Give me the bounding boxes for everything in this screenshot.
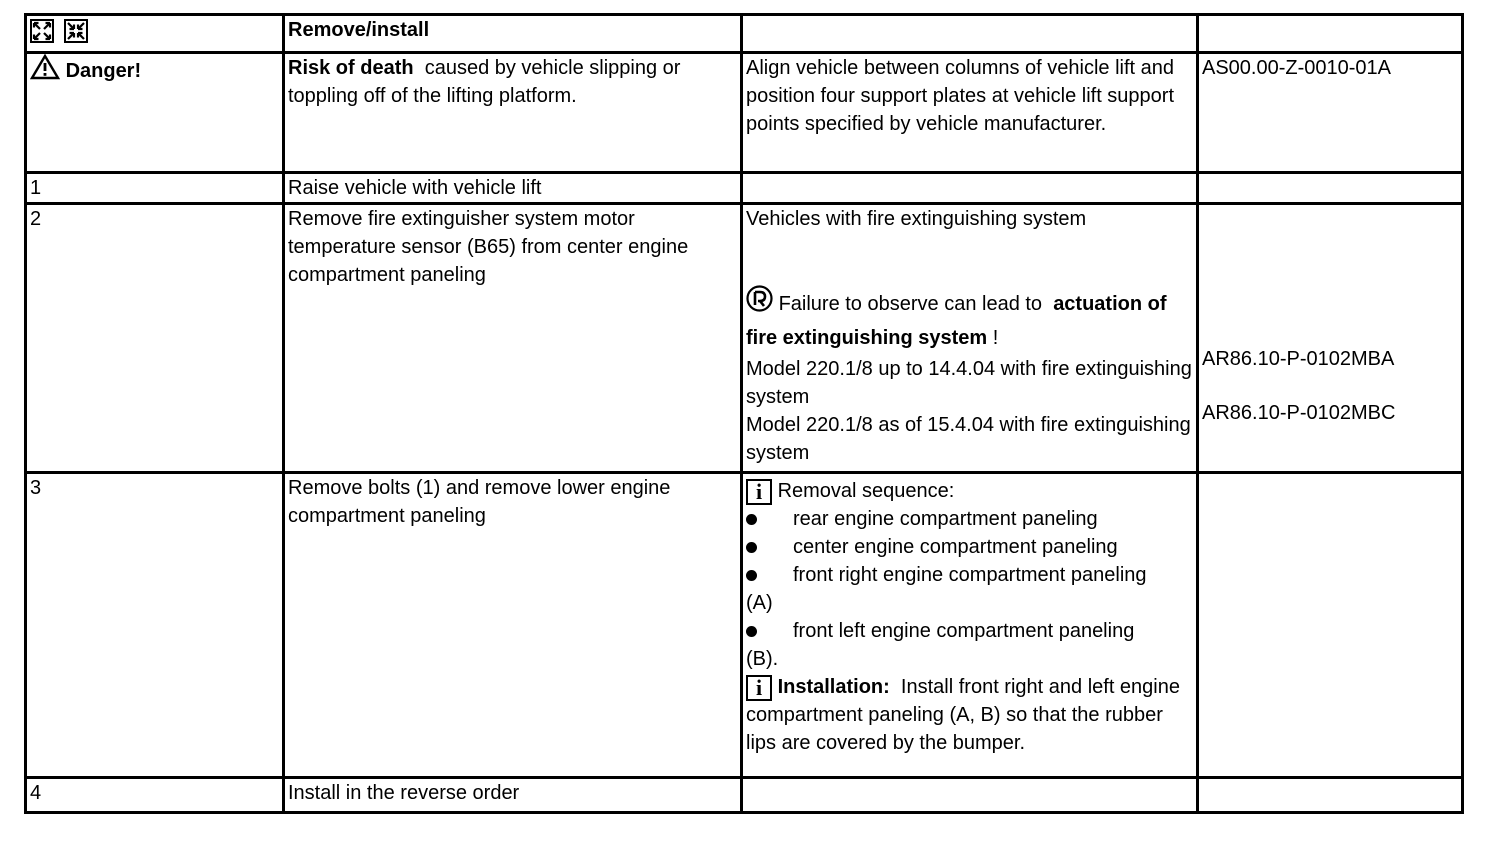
step-number-cell [26, 204, 284, 473]
reference-link[interactable]: AR86.10-P-0102MBA [1202, 348, 1395, 370]
list-item [746, 533, 1193, 561]
step-number-cell [26, 173, 284, 204]
collapse-all-icon[interactable] [64, 19, 88, 43]
step-number-cell [26, 778, 284, 813]
danger-label-cell [26, 53, 284, 173]
risk-title: Risk of death [288, 57, 414, 79]
danger-label: Danger! [65, 60, 142, 82]
bullet-icon [746, 542, 757, 553]
step-number: 1 [30, 177, 42, 199]
step-reference-cell [1198, 473, 1463, 778]
step-notes-cell [742, 473, 1198, 778]
header-title: Remove/install [288, 19, 430, 41]
expand-all-icon[interactable] [30, 19, 54, 43]
header-title-cell [284, 15, 742, 53]
step-number: 2 [30, 208, 42, 230]
step-number-cell [26, 473, 284, 778]
table-row [26, 204, 1463, 473]
step-number: 3 [30, 477, 42, 499]
removal-item-tail: (A) [746, 592, 773, 614]
danger-reference[interactable]: AS00.00-Z-0010-01A [1202, 57, 1392, 79]
step-action: Remove fire extinguisher system motor temperature sensor (B65) from center engine compartment paneling [288, 208, 689, 286]
removal-item-tail: (B). [746, 648, 779, 670]
danger-instruction-cell [742, 53, 1198, 173]
step-action: Install in the reverse order [288, 782, 520, 804]
attention-circle-icon [746, 285, 773, 312]
danger-risk-cell [284, 53, 742, 173]
removal-title: Removal sequence: [777, 480, 955, 502]
procedure-table [24, 13, 1464, 814]
step-action-cell [284, 778, 742, 813]
step-notes-cell [742, 778, 1198, 813]
installation-text: Install front right and left engine compartment paneling (A, B) so that the rubber lips are covered by the bumper. [746, 676, 1180, 754]
bullet-icon [746, 514, 757, 525]
bullet-icon [746, 570, 757, 581]
installation-note [746, 673, 1193, 757]
header-icons-cell [26, 15, 284, 53]
fire-system-warning [746, 285, 1193, 355]
step-reference-cell [1198, 204, 1463, 473]
list-item [746, 505, 1193, 533]
table-header-row [26, 15, 1463, 53]
warning-bold: actuation of fire extinguishing system [746, 293, 1167, 349]
warning-suffix: ! [992, 327, 999, 349]
info-icon: i [746, 479, 772, 505]
header-empty-cell [1198, 15, 1463, 53]
step-action-cell [284, 204, 742, 473]
list-item [746, 617, 1193, 673]
removal-item: center engine compartment paneling [793, 536, 1118, 558]
step-notes-cell [742, 173, 1198, 204]
table-row [26, 173, 1463, 204]
step-reference-cell [1198, 173, 1463, 204]
warning-prefix: Failure to observe can lead to [778, 293, 1043, 315]
list-item [746, 561, 1193, 617]
step-action-cell [284, 473, 742, 778]
step-action-cell [284, 173, 742, 204]
info-icon: i [746, 675, 772, 701]
removal-item: front right engine compartment paneling [793, 564, 1147, 586]
table-row [26, 778, 1463, 813]
removal-sequence-note [746, 474, 1193, 505]
step-notes-cell [742, 204, 1198, 473]
warning-triangle-icon [30, 54, 60, 80]
model-b-text: Model 220.1/8 as of 15.4.04 with fire extinguishing system [746, 414, 1191, 464]
risk-text: caused by vehicle slipping or toppling off of the lifting platform. [288, 57, 681, 107]
step-reference-cell [1198, 778, 1463, 813]
step-action: Remove bolts (1) and remove lower engine compartment paneling [288, 477, 671, 527]
step-number: 4 [30, 782, 42, 804]
header-empty-cell [742, 15, 1198, 53]
reference-link[interactable]: AR86.10-P-0102MBC [1202, 402, 1396, 424]
step-action: Raise vehicle with vehicle lift [288, 177, 542, 199]
installation-title: Installation: [777, 676, 890, 698]
removal-item: front left engine compartment paneling [793, 620, 1135, 642]
danger-reference-cell [1198, 53, 1463, 173]
bullet-icon [746, 626, 757, 637]
model-a-text: Model 220.1/8 up to 14.4.04 with fire extinguishing system [746, 358, 1192, 408]
condition-text: Vehicles with fire extinguishing system [746, 208, 1087, 230]
danger-row [26, 53, 1463, 173]
table-row [26, 473, 1463, 778]
removal-item: rear engine compartment paneling [793, 508, 1098, 530]
danger-instruction: Align vehicle between columns of vehicle lift and position four support plates at vehicle lift support points specified by vehicle manufacturer. [746, 57, 1175, 135]
